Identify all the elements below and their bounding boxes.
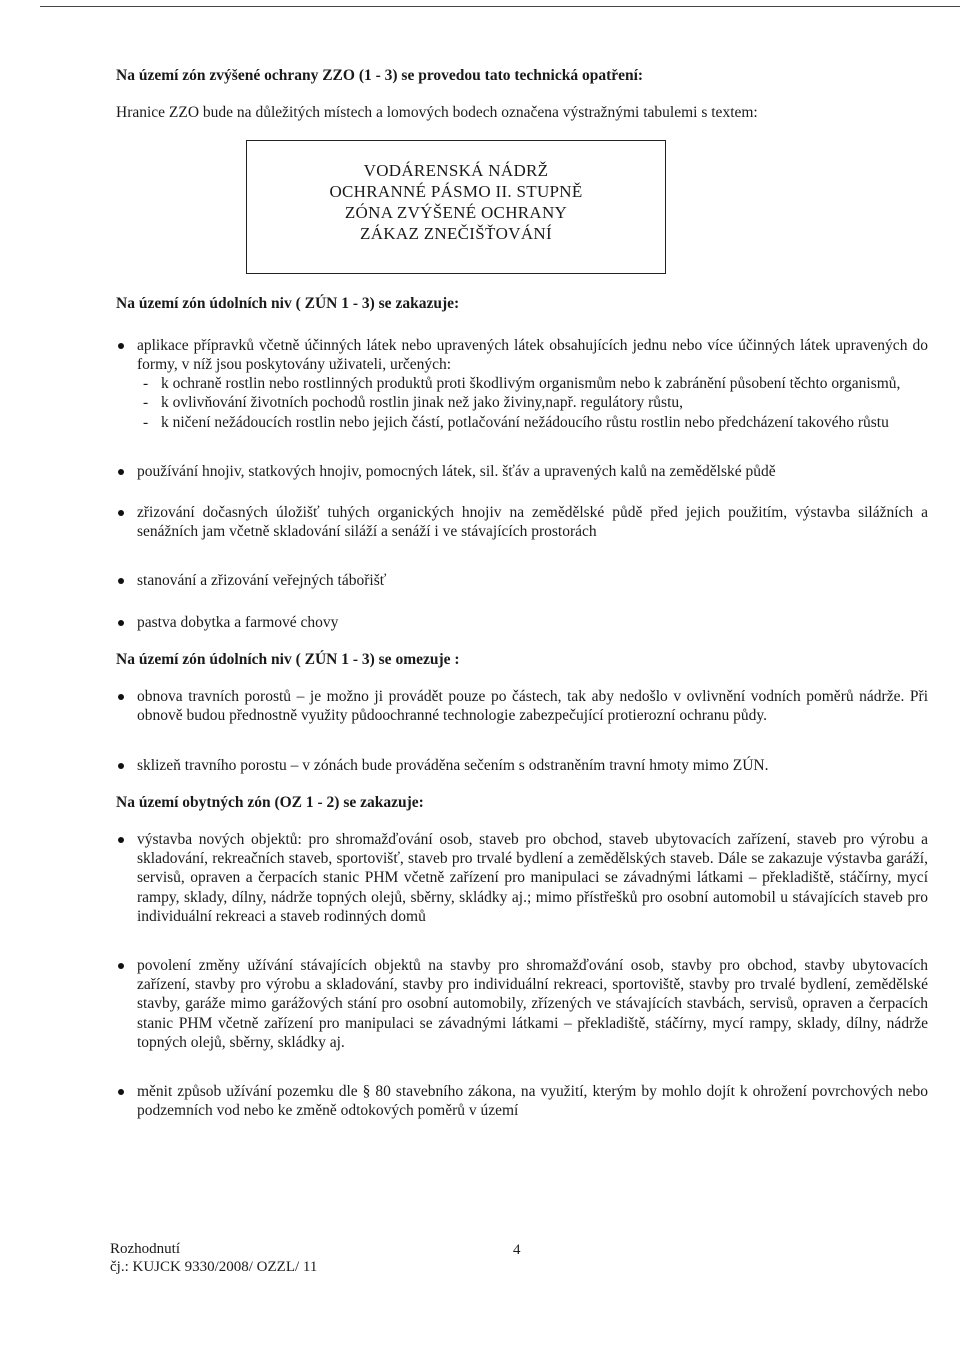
footer-label: Rozhodnutí [110, 1241, 180, 1257]
list-item: měnit způsob užívání pozemku dle § 80 stavebního zákona, na využití, kterým by mohlo dojít k ohrožení povrchových nebo podzemních vod nebo ke změně odtokových poměrů v území [116, 1082, 928, 1120]
list-item: zřizování dočasných úložišť tuhých organických hnojiv na zemědělské půdě před jejich použitím, výstavba silážních a senážních jam včetně skladování siláží a senáží i ve stávajících prostorách [116, 503, 928, 541]
zzo-intro-text: Hranice ZZO bude na důležitých místech a lomových bodech označena výstražnými tabulemi s textem: [116, 104, 758, 122]
page-number: 4 [513, 1242, 521, 1258]
list-item: stanování a zřizování veřejných tábořišť [116, 571, 928, 590]
zun-limited-list [116, 687, 928, 775]
sub-list-item: - k ovlivňování životních pochodů rostlin jinak než jako živiny,např. regulátory růstu, [137, 393, 928, 412]
sub-list-item: - k ničení nežádoucích rostlin nebo jejich částí, potlačování nežádoucího růstu rostlin nebo předcházení takového růstu [137, 413, 928, 432]
list-item: sklizeň travního porostu – v zónách bude prováděna sečením s odstraněním travní hmoty mimo ZÚN. [116, 756, 928, 775]
list-item: obnova travních porostů – je možno ji provádět pouze po částech, tak aby nedošlo v ovlivnění vodních poměrů nádrže. Při obnově budou přednostně využity půdoochranné technologie zabezpečující protierozní ochranu půdy. [116, 687, 928, 725]
section-heading-zun-prohibited: Na území zón údolních niv ( ZÚN 1 - 3) se zakazuje: [116, 295, 460, 313]
section-heading-zun-limited: Na území zón údolních niv ( ZÚN 1 - 3) se omezuje : [116, 650, 460, 668]
list-item: výstavba nových objektů: pro shromažďování osob, staveb pro obchod, staveb ubytovacích zařízení, staveb pro výrobu a skladování, rekreačních staveb, sportovišť, staveb pro trvalé bydlení a zemědělských staveb. Dále se zakazuje výstavba garáží, servisů, opraven a čerpacích stanic PHM včetně zařízení pro manipulaci se závadnými látkami – překladiště, stáčírny, mycí rampy, sklady, dílny, nádrže topných olejů, sběrny, skládky aj.; mimo přístřešků pro osobní automobil u stávajících staveb pro individuální rekreaci a staveb rodinných domů [116, 830, 928, 926]
sub-list-item: - k ochraně rostlin nebo rostlinných produktů proti škodlivým organismům nebo k zabránění působení těchto organismů, [137, 374, 928, 393]
list-item: povolení změny užívání stávajících objektů na stavby pro shromažďování osob, stavby pro obchod, stavby ubytovacích zařízení, stavby pro výrobu a skladování, stavby pro individuální rekreaci, sportoviště, stavby pro trvalé bydlení, zemědělské stavby, garáže mimo garážových stání pro osobní automobily, zřízených ve stávajících stavbách, servisů, opraven a čerpacích stanic PHM včetně zařízení pro manipulaci se závadnými látkami – překladiště, stáčírny, mycí rampy, sklady, dílny, nádrže topných olejů, sběrny, skládky aj. [116, 956, 928, 1052]
list-item-text: aplikace přípravků včetně účinných látek nebo upravených látek obsahujících jednu nebo více účinných látek upravených do formy, v níž jsou poskytovány uživateli, určených: [137, 336, 928, 373]
warning-sign-box [246, 140, 666, 274]
zun-prohibited-list [116, 336, 928, 632]
list-item: používání hnojiv, statkových hnojiv, pomocných látek, sil. šťáv a upravených kalů na zemědělské půdě [116, 462, 928, 481]
list-item: pastva dobytka a farmové chovy [116, 613, 928, 632]
footer-reference-number: čj.: KUJCK 9330/2008/ OZZL/ 11 [110, 1259, 318, 1275]
sign-line: VODÁRENSKÁ NÁDRŽ [363, 161, 549, 181]
oz-prohibited-list [116, 830, 928, 1121]
sign-line: ZÓNA ZVÝŠENÉ OCHRANY [344, 203, 568, 223]
scan-edge-line [40, 6, 960, 7]
list-item [116, 336, 928, 432]
sign-line: OCHRANNÉ PÁSMO II. STUPNĚ [329, 182, 583, 202]
sub-list [137, 374, 928, 432]
section-heading-oz-prohibited: Na území obytných zón (OZ 1 - 2) se zakazuje: [116, 793, 424, 811]
section-heading-zzo: Na území zón zvýšené ochrany ZZO (1 - 3) se provedou tato technická opatření: [116, 67, 644, 84]
document-body [116, 66, 928, 1121]
document-footer [110, 1240, 550, 1276]
sign-line: ZÁKAZ ZNEČIŠŤOVÁNÍ [360, 224, 552, 244]
